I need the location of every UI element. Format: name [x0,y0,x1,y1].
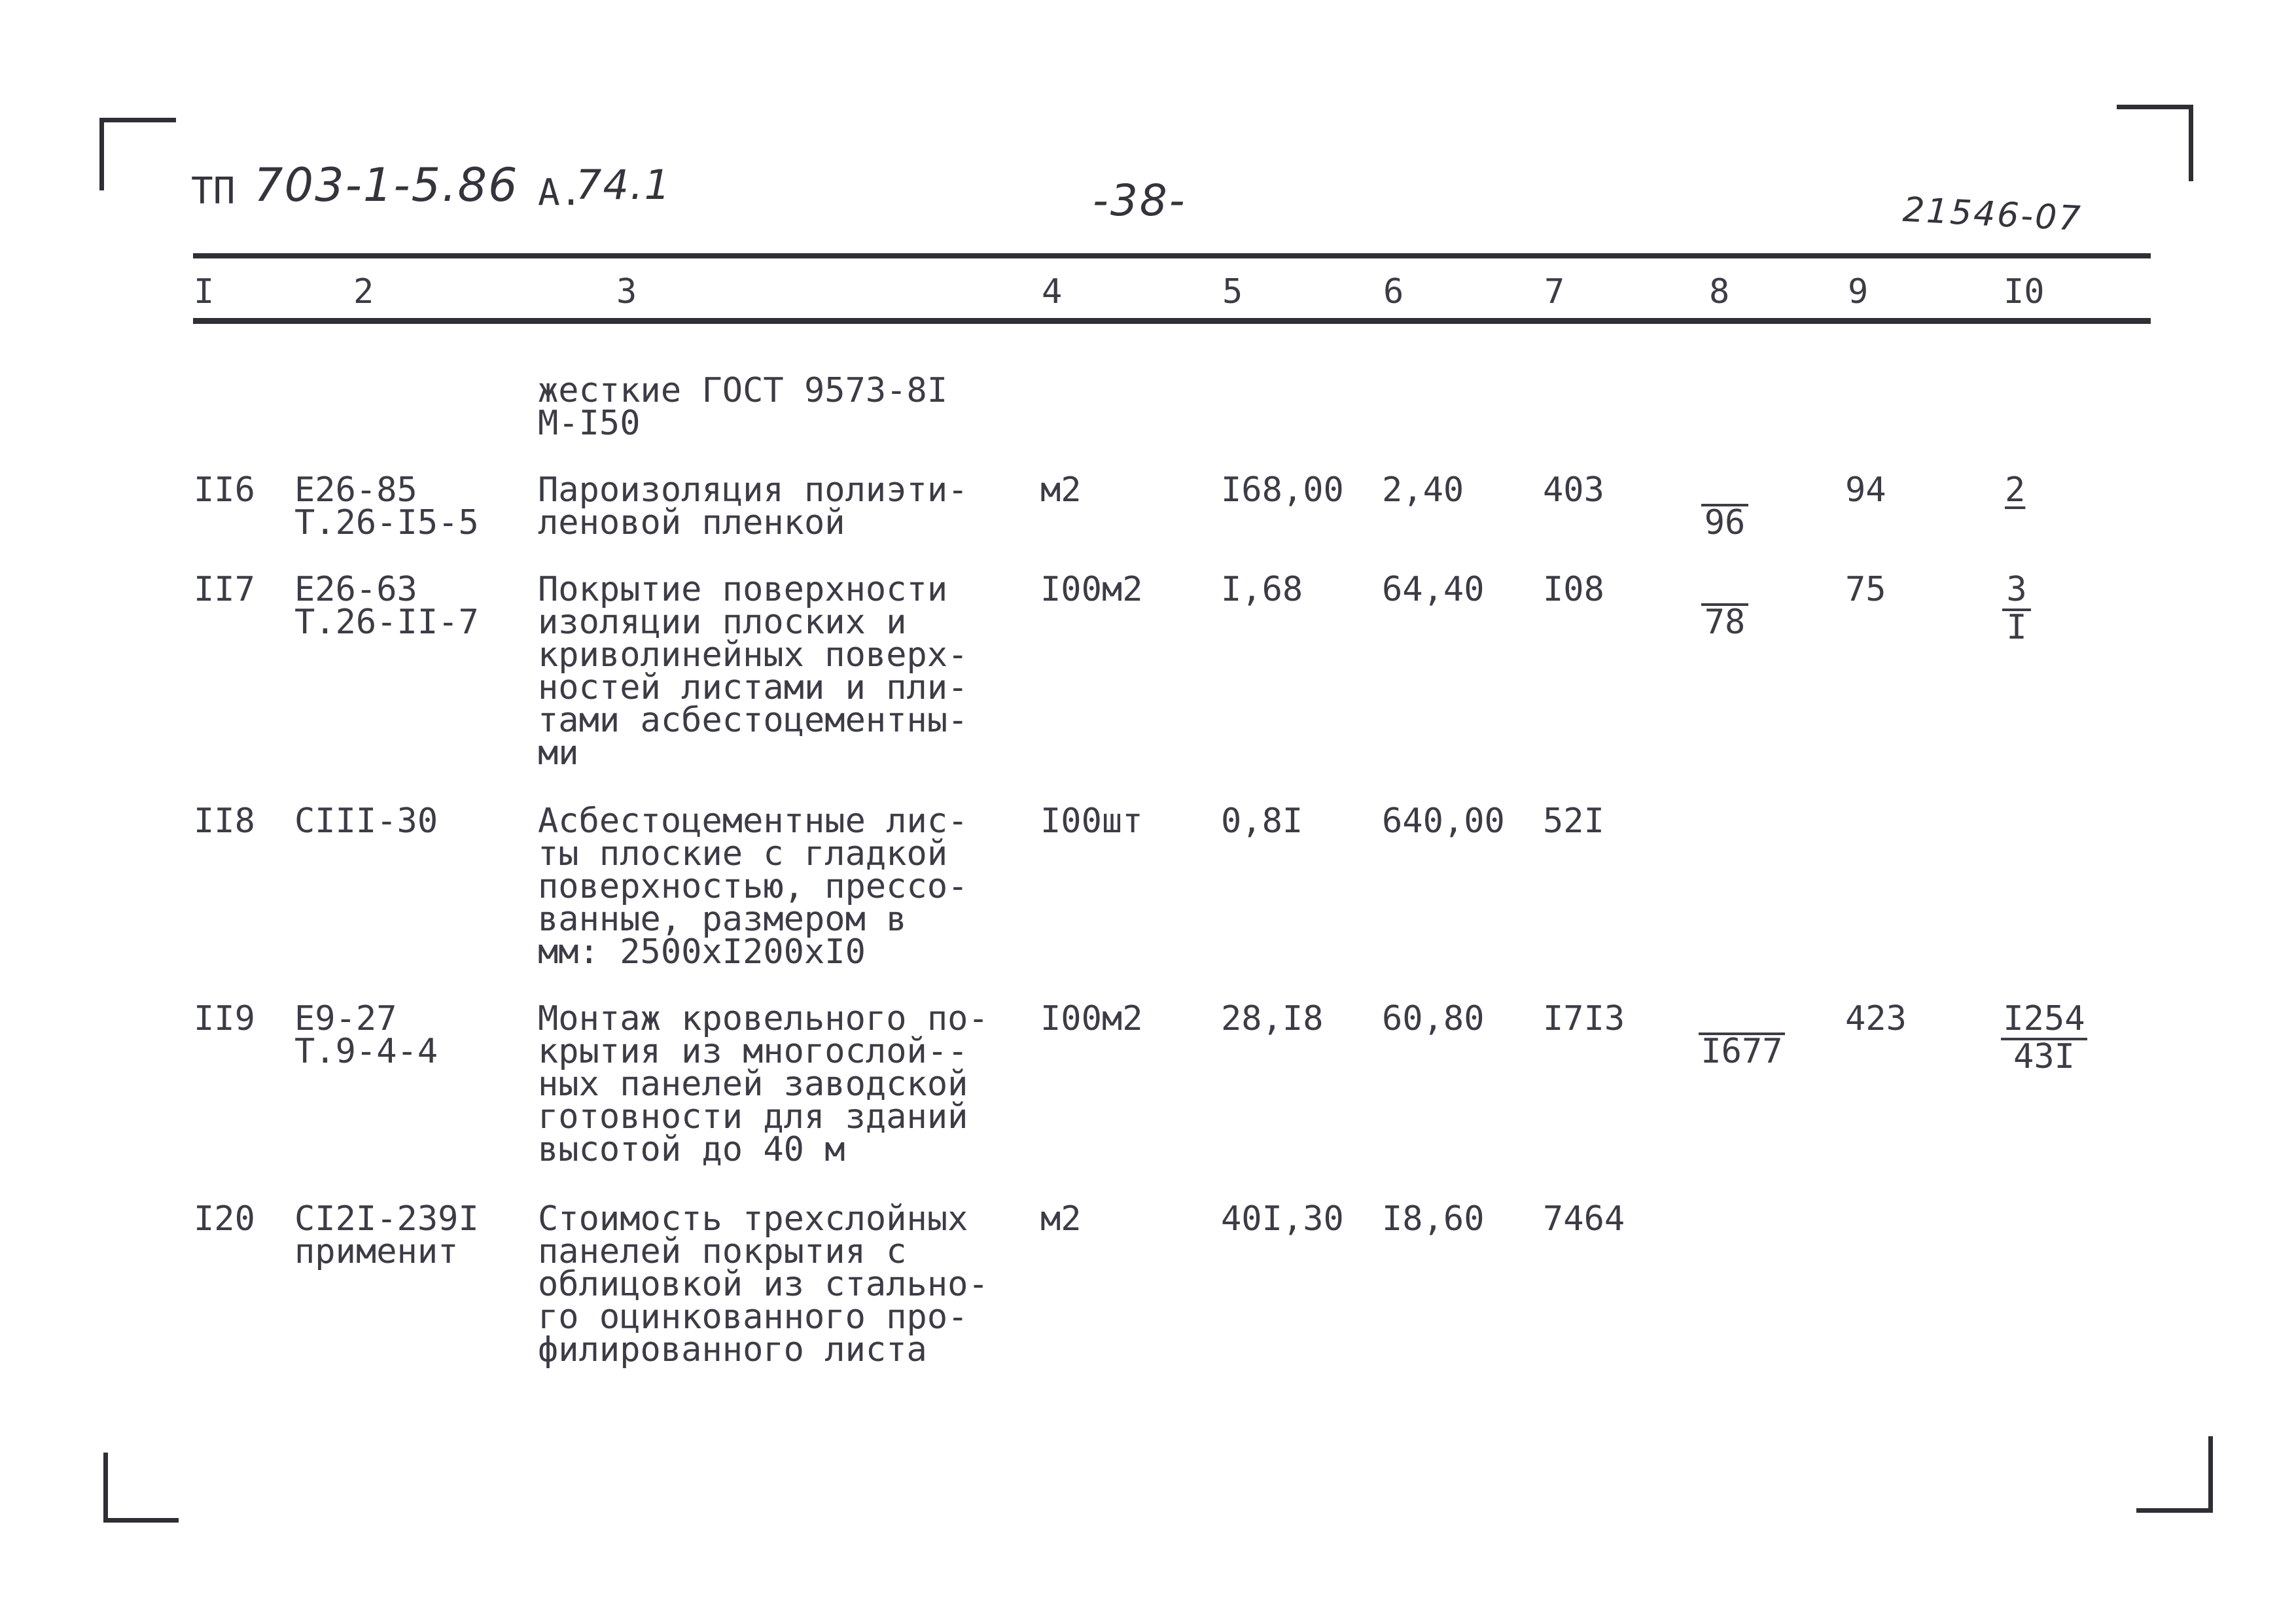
col8-fraction [1701,468,1748,542]
work-description: Покрытие поверхности изоляции плоских и криволинейных поверх- ностей листами и пли- тами асбестоцементны- ми [538,570,968,773]
total-cost: 52I [1543,802,1604,841]
quantity: 28,I8 [1221,999,1324,1038]
column-header-3: 3 [616,272,637,311]
col10-top: I254 [2001,1002,2087,1040]
column-header-9: 9 [1848,272,1869,311]
col10-top: 2 [2005,470,2026,510]
row-number: II9 [194,999,255,1038]
col10-fraction [2002,570,2031,647]
unit-price: 2,40 [1382,470,1464,510]
unit-price: I8,60 [1382,1199,1485,1239]
row-number: II8 [194,802,255,841]
col8-top [1701,568,1748,606]
col8-top [1699,997,1785,1035]
column-header-5: 5 [1222,272,1243,311]
col8-fraction [1699,997,1785,1071]
row-number: II6 [194,470,255,510]
work-description: Пароизоляция полиэти- леновой пленкой [538,470,968,542]
unit-price: 64,40 [1382,570,1485,609]
total-cost: I7I3 [1543,999,1625,1038]
col10-fraction [2001,999,2087,1076]
page-number: -38- [1093,175,1187,226]
col9-value: 94 [1845,470,1886,510]
total-cost: 403 [1543,470,1604,510]
continuation-text: жесткие ГОСТ 9573-8I М-I50 [538,371,948,443]
quantity: I68,00 [1221,470,1344,510]
column-header-7: 7 [1544,272,1565,311]
rate-code: СI2I-239I применит [294,1199,479,1271]
total-cost: I08 [1543,570,1604,609]
unit-price: 640,00 [1382,802,1505,841]
unit: м2 [1040,470,1082,510]
archive-code: 21546-07 [1901,190,2083,239]
unit-price: 60,80 [1382,999,1485,1038]
col8-bottom: 96 [1704,503,1746,542]
corner-mark-top-right [2117,105,2193,181]
total-cost: 7464 [1543,1199,1625,1239]
doc-number: 703-1-5.86 [254,158,519,212]
col8-top [1701,468,1748,506]
rate-code: Е26-63 Т.26-II-7 [294,570,479,642]
column-header-6: 6 [1383,272,1404,311]
corner-mark-bottom-left [103,1453,179,1523]
column-header-4: 4 [1042,272,1063,311]
unit: I00шт [1040,802,1143,841]
corner-mark-top-left [99,118,176,190]
album-prefix: А. [538,171,582,214]
col9-value: 423 [1845,999,1907,1038]
col8-fraction [1701,568,1748,642]
unit: I00м2 [1040,999,1143,1038]
column-header-1: I [194,272,215,311]
work-description: Асбестоцементные лис- ты плоские с гладкой поверхностью, прессо- ванные, размером в мм: 2500хI200хI0 [538,802,968,972]
rate-code: Е9-27 Т.9-4-4 [294,999,438,1071]
unit: м2 [1040,1199,1082,1239]
work-description: Стоимость трехслойных панелей покрытия с облицовкой из стально- го оцинкованного про- филированного листа [538,1199,989,1369]
col9-value: 75 [1845,570,1886,609]
col10-bottom: I [2006,608,2027,647]
table-top-rule [193,253,2151,258]
row-number: I20 [194,1199,255,1239]
table-header-rule [193,318,2151,324]
rate-code: СIII-30 [294,802,438,841]
unit: I00м2 [1040,570,1143,609]
row-number: II7 [194,570,255,609]
corner-mark-bottom-right [2136,1436,2213,1513]
work-description: Монтаж кровельного по- крытия из многослой-- ных панелей заводской готовности для зданий высотой до 40 м [538,999,989,1169]
column-header-8: 8 [1709,272,1730,311]
col10-bottom: 43I [2013,1037,2075,1076]
album-number: 74.1 [576,161,672,209]
col8-bottom: 78 [1704,603,1746,642]
col8-bottom: I677 [1701,1032,1783,1071]
quantity: 40I,30 [1221,1199,1344,1239]
col10-top: 3 [2002,573,2031,611]
rate-code: Е26-85 Т.26-I5-5 [294,470,479,542]
column-header-10: I0 [2004,272,2045,311]
quantity: 0,8I [1221,802,1303,841]
doc-prefix: ТП [191,170,236,213]
quantity: I,68 [1221,570,1303,609]
column-header-2: 2 [353,272,374,311]
